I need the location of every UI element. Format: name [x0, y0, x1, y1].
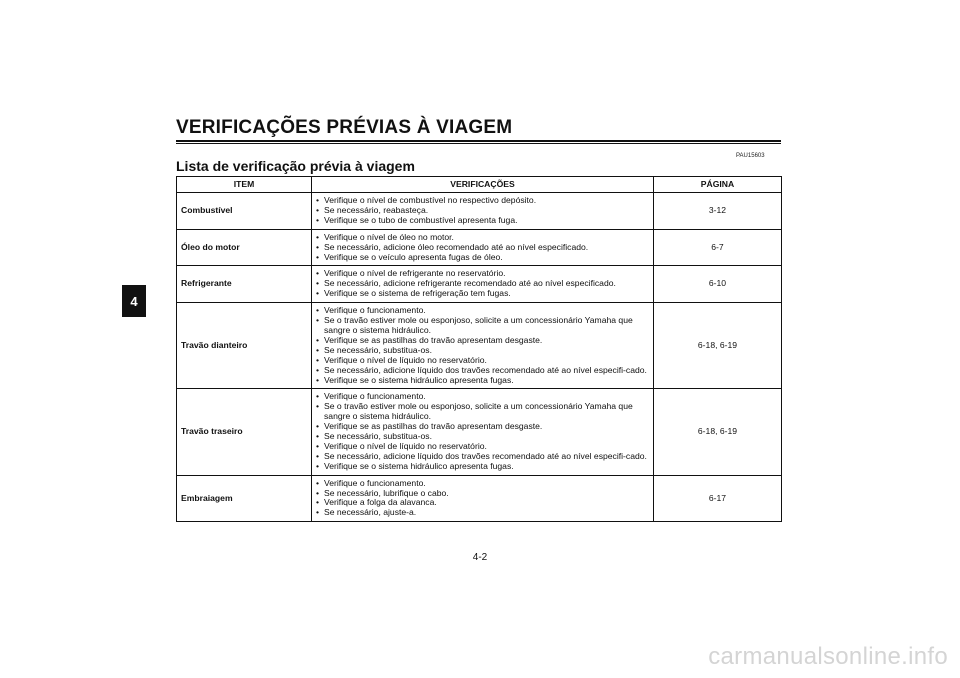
- section-subtitle: Lista de verificação prévia à viagem: [176, 158, 415, 174]
- check-item: • Se necessário, adicione líquido dos travões recomendado até ao nível especifi-cado.: [316, 452, 649, 462]
- column-header-page: PÁGINA: [654, 177, 782, 193]
- check-item: • Se o travão estiver mole ou esponjoso, solicite a um concessionário Yamaha que sangre o sistema hidráulico.: [316, 402, 649, 422]
- row-item-name: Travão traseiro: [177, 389, 312, 475]
- check-item: • Verifique se as pastilhas do travão apresentam desgaste.: [316, 422, 649, 432]
- check-item: • Se necessário, substitua-os.: [316, 432, 649, 442]
- row-page-ref: 6-18, 6-19: [654, 389, 782, 475]
- check-item: • Se necessário, adicione óleo recomendado até ao nível especificado.: [316, 243, 649, 253]
- check-item: • Verifique se o sistema de refrigeração tem fugas.: [316, 289, 649, 299]
- page-number: 4-2: [472, 552, 488, 563]
- row-item-name: Embraiagem: [177, 475, 312, 522]
- title-rule-thin: [176, 143, 781, 144]
- check-item: • Verifique o nível de líquido no reservatório.: [316, 442, 649, 452]
- check-item: • Se necessário, adicione líquido dos travões recomendado até ao nível especifi-cado.: [316, 366, 649, 376]
- row-item-name: Combustível: [177, 193, 312, 230]
- checks-list: [316, 233, 649, 263]
- checks-list: [316, 479, 649, 519]
- check-item: • Se necessário, reabasteça.: [316, 206, 649, 216]
- row-page-ref: 6-18, 6-19: [654, 303, 782, 389]
- check-item: • Verifique o nível de combustível no respectivo depósito.: [316, 196, 649, 206]
- watermark: carmanualsonline.info: [708, 643, 948, 670]
- check-item: • Verifique se o sistema hidráulico apresenta fugas.: [316, 462, 649, 472]
- check-item: • Verifique se o tubo de combustível apresenta fuga.: [316, 216, 649, 226]
- checks-list: [316, 196, 649, 226]
- checklist-table: [176, 176, 782, 522]
- table-row: [177, 475, 782, 522]
- row-checks: [312, 266, 654, 303]
- column-header-checks: VERIFICAÇÕES: [312, 177, 654, 193]
- check-item: • Verifique se o veículo apresenta fugas de óleo.: [316, 253, 649, 263]
- checks-list: [316, 392, 649, 471]
- table-row: [177, 303, 782, 389]
- row-checks: [312, 389, 654, 475]
- page-title: VERIFICAÇÕES PRÉVIAS À VIAGEM: [176, 117, 513, 138]
- table-row: [177, 266, 782, 303]
- row-checks: [312, 303, 654, 389]
- checks-list: [316, 306, 649, 385]
- check-item: • Verifique se o sistema hidráulico apresenta fugas.: [316, 376, 649, 386]
- row-checks: [312, 229, 654, 266]
- check-item: • Verifique o funcionamento.: [316, 392, 649, 402]
- check-item: • Se necessário, adicione refrigerante recomendado até ao nível especificado.: [316, 279, 649, 289]
- row-checks: [312, 193, 654, 230]
- check-item: • Verifique o nível de líquido no reservatório.: [316, 356, 649, 366]
- reference-code: PAU15603: [736, 153, 765, 159]
- checks-list: [316, 269, 649, 299]
- table-row: [177, 193, 782, 230]
- row-item-name: Refrigerante: [177, 266, 312, 303]
- check-item: • Se necessário, lubrifique o cabo.: [316, 489, 649, 499]
- check-item: • Se necessário, ajuste-a.: [316, 508, 649, 518]
- title-rule: [176, 140, 781, 142]
- row-checks: [312, 475, 654, 522]
- row-page-ref: 6-17: [654, 475, 782, 522]
- row-page-ref: 6-7: [654, 229, 782, 266]
- check-item: • Verifique o funcionamento.: [316, 306, 649, 316]
- table-row: [177, 229, 782, 266]
- column-header-item: ITEM: [177, 177, 312, 193]
- check-item: • Verifique o nível de óleo no motor.: [316, 233, 649, 243]
- table-row: [177, 389, 782, 475]
- check-item: • Verifique o funcionamento.: [316, 479, 649, 489]
- check-item: • Se o travão estiver mole ou esponjoso, solicite a um concessionário Yamaha que sangre o sistema hidráulico.: [316, 316, 649, 336]
- row-item-name: Travão dianteiro: [177, 303, 312, 389]
- row-page-ref: 3-12: [654, 193, 782, 230]
- check-item: • Verifique se as pastilhas do travão apresentam desgaste.: [316, 336, 649, 346]
- row-page-ref: 6-10: [654, 266, 782, 303]
- chapter-tab: 4: [122, 285, 146, 317]
- row-item-name: Óleo do motor: [177, 229, 312, 266]
- check-item: • Verifique o nível de refrigerante no reservatório.: [316, 269, 649, 279]
- check-item: • Se necessário, substitua-os.: [316, 346, 649, 356]
- check-item: • Verifique a folga da alavanca.: [316, 498, 649, 508]
- table-header-row: [177, 177, 782, 193]
